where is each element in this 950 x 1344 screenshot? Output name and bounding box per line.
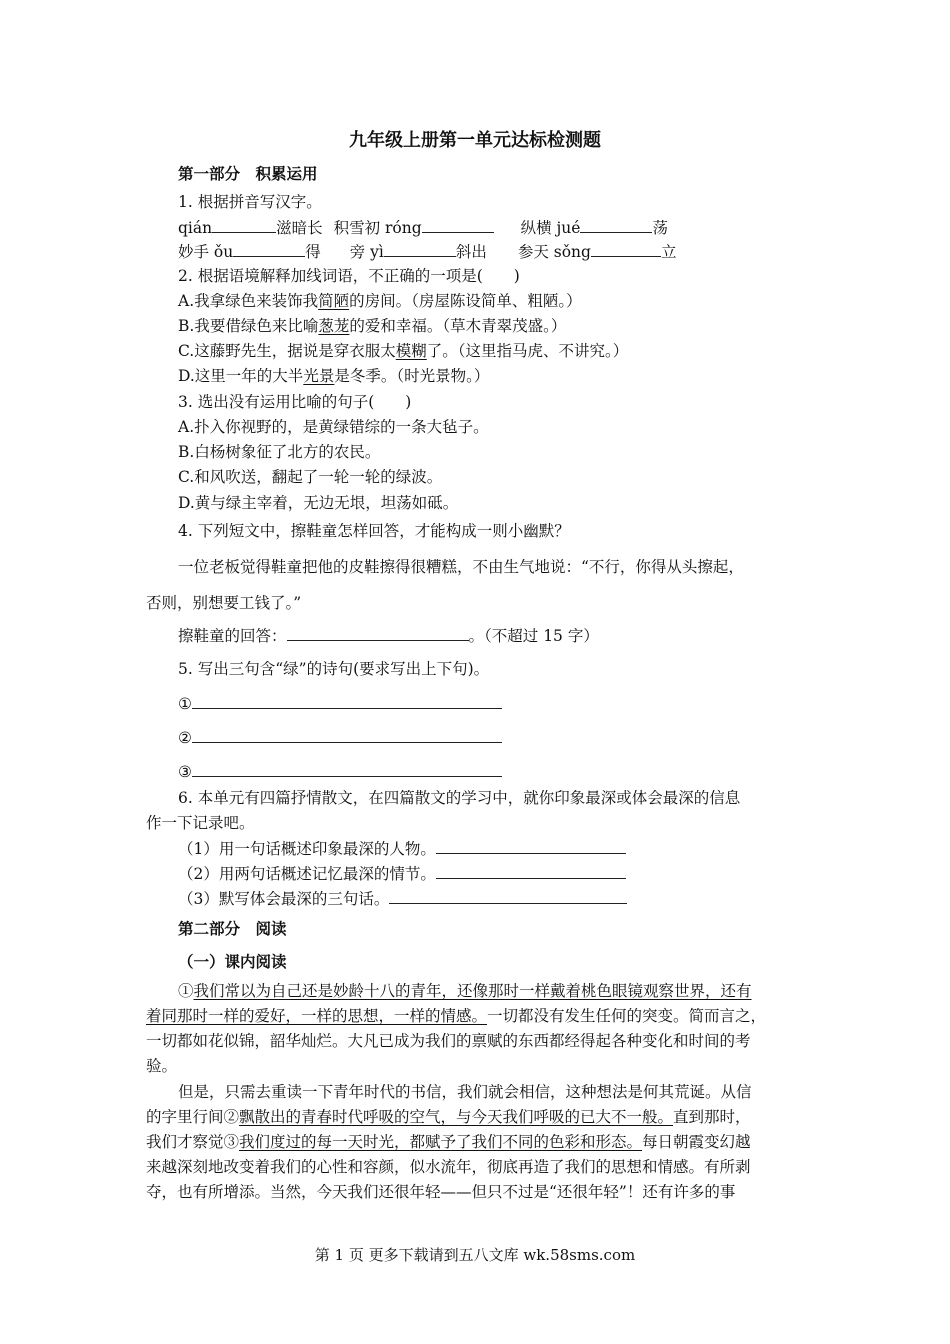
q2-option-c: C.这藤野先生，据说是穿衣服太模糊了。（这里指马虎、不讲究。） (178, 342, 629, 360)
q4-text: 一位老板觉得鞋童把他的皮鞋擦得很糟糕，不由生气地说：“不行，你得从头擦起， (178, 558, 744, 576)
q5-blank[interactable] (192, 760, 502, 777)
q1-text: 滋暗长 (276, 219, 323, 237)
q5-prompt: 5. 写出三句含“绿”的诗句(要求写出上下句)。 (178, 660, 490, 678)
q1-blank[interactable] (233, 240, 305, 257)
q5-answer-2: ② (178, 726, 502, 749)
q1-row1 (178, 216, 668, 239)
passage-line: 夺，也有所增添。当然，今天我们还很年轻——但只不过是“还很年轻”！还有许多的事 (146, 1183, 736, 1201)
part2-subheading: （一）课内阅读 (178, 953, 287, 971)
q1-text: 立 (660, 243, 677, 261)
q1-blank[interactable] (212, 216, 276, 233)
q1-pinyin: 妙手 ǒu (178, 243, 234, 261)
q1-blank[interactable] (384, 240, 456, 257)
passage-line: 一切都如花似锦，韶华灿烂。大凡已成为我们的禀赋的东西都经得起各种变化和时间的考 (146, 1032, 751, 1050)
q6-blank[interactable] (436, 862, 626, 879)
q6-prompt-cont: 作一下记录吧。 (146, 814, 255, 832)
q4-prompt: 4. 下列短文中，擦鞋童怎样回答，才能构成一则小幽默？ (178, 522, 570, 540)
page-title: 九年级上册第一单元达标检测题 (349, 130, 601, 151)
passage-line: 验。 (146, 1057, 178, 1075)
q5-blank[interactable] (192, 692, 502, 709)
passage-line: 我们才察觉③我们度过的每一天时光，都赋予了我们不同的色彩和形态。每日朝霞变幻越 (146, 1133, 751, 1151)
passage-line: 来越深刻地改变着我们的心性和容颜，似水流年，彻底再造了我们的思想和情感。有所剥 (146, 1158, 751, 1176)
q6-sub-1: （1）用一句话概述印象最深的人物。 (178, 837, 626, 860)
q6-prompt: 6. 本单元有四篇抒情散文，在四篇散文的学习中，就你印象最深或体会最深的信息 (178, 789, 741, 807)
q2-option-a: A.我拿绿色来装饰我简陋的房间。（房屋陈设简单、粗陋。） (178, 292, 582, 310)
q3-option-c: C.和风吹送，翻起了一轮一轮的绿波。 (178, 468, 443, 486)
q6-blank[interactable] (436, 837, 626, 854)
passage-line: ①我们常以为自己还是妙龄十八的青年，还像那时一样戴着桃色眼镜观察世界，还有 (178, 982, 752, 1000)
q3-option-b: B.白杨树象征了北方的农民。 (178, 443, 381, 461)
q1-row2 (178, 240, 676, 263)
part2-heading: 第二部分 阅读 (178, 920, 287, 938)
q1-blank[interactable] (580, 216, 652, 233)
q6-sub-2: （2）用两句话概述记忆最深的情节。 (178, 862, 626, 885)
q3-prompt: 3. 选出没有运用比喻的句子( ) (178, 393, 412, 411)
q3-option-a: A.扑入你视野的，是黄绿错综的一条大毡子。 (178, 418, 489, 436)
q2-option-b: B.我要借绿色来比喻葱茏的爱和幸福。（草木青翠茂盛。） (178, 317, 567, 335)
q1-text: 斜出 (455, 243, 487, 261)
q4-answer: 擦鞋童的回答： 。（不超过 15 字） (178, 624, 599, 647)
passage-line: 的字里行间②飘散出的青春时代呼吸的空气，与今天我们呼吸的已大不一般。直到那时， (146, 1108, 751, 1126)
page-footer: 第 1 页 更多下载请到五八文库 wk.58sms.com (314, 1246, 636, 1264)
q1-pinyin: 旁 yì (349, 243, 384, 261)
q5-answer-3: ③ (178, 760, 502, 783)
q6-sub-3: （3）默写体会最深的三句话。 (178, 887, 627, 910)
q2-option-d: D.这里一年的大半光景是冬季。（时光景物。） (178, 367, 490, 385)
q5-blank[interactable] (192, 726, 502, 743)
q1-pinyin: qián (178, 219, 213, 237)
passage-line: 但是，只需去重读一下青年时代的书信，我们就会相信，这种想法是何其荒诞。从信 (178, 1083, 752, 1101)
q2-prompt: 2. 根据语境解释加线词语，不正确的一项是( ) (178, 267, 520, 285)
q1-blank[interactable] (591, 240, 661, 257)
q1-text: 荡 (652, 219, 668, 237)
q1-blank[interactable] (422, 216, 494, 233)
q1-prompt: 1. 根据拼音写汉字。 (178, 193, 322, 211)
part1-heading: 第一部分 积累运用 (178, 165, 318, 183)
q1-pinyin: 参天 sǒng (517, 243, 591, 261)
q5-answer-1: ① (178, 692, 502, 715)
q6-blank[interactable] (389, 887, 627, 904)
passage-line: 着同那时一样的爱好，一样的思想，一样的情感。一切都没有发生任何的突变。简而言之， (146, 1007, 767, 1025)
q4-text: 否则，别想要工钱了。” (146, 594, 302, 612)
q3-option-d: D.黄与绿主宰着，无边无垠，坦荡如砥。 (178, 494, 459, 512)
q4-answer-blank[interactable] (287, 624, 469, 641)
q1-text: 得 (305, 243, 321, 261)
q1-pinyin: 纵横 jué (520, 219, 581, 237)
q1-pinyin: 积雪初 róng (333, 219, 422, 237)
